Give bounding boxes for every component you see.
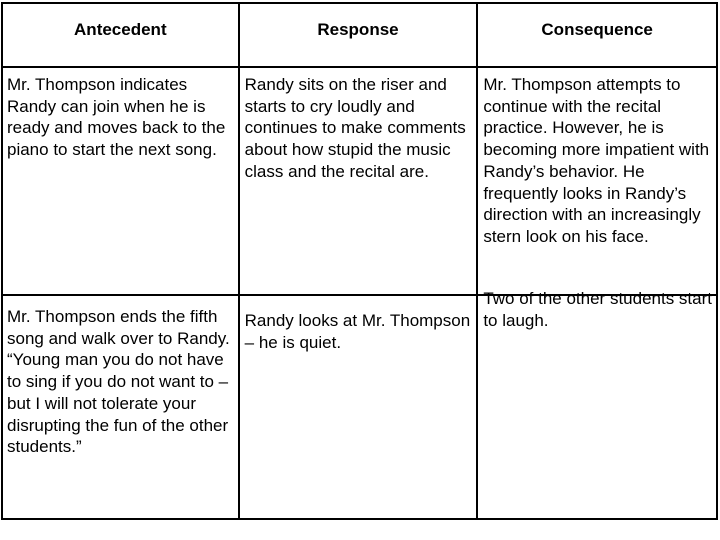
header-consequence-label: Consequence (541, 20, 653, 39)
header-row (2, 3, 717, 67)
table-cell-antecedent (2, 67, 239, 295)
header-response-label: Response (317, 20, 399, 39)
table-cell-response (239, 295, 478, 519)
abc-table (1, 2, 718, 520)
table-cell-response (239, 67, 478, 295)
cell-text: Randy looks at Mr. Thompson – he is quiet. (244, 311, 471, 352)
table-row (2, 295, 717, 519)
cell-text: Mr. Thompson ends the fifth song and walk over to Randy. “Young man you do not have to sing if you do not want to – but I will not tolerate your disrupting the fun of the other students.” (7, 307, 230, 457)
cell-text: Mr. Thompson indicates Randy can join when he is ready and moves back to the piano to start the next song. (7, 75, 226, 160)
table-cell-antecedent (2, 295, 239, 519)
table-cell-consequence (477, 67, 717, 295)
header-antecedent (2, 3, 239, 67)
header-response (239, 3, 478, 67)
table-row (2, 67, 717, 295)
cell-text: Two of the other students start to laugh. (483, 289, 712, 330)
cell-text: Randy sits on the riser and starts to cry loudly and continues to make comments about how stupid the music class and the recital are. (244, 75, 466, 181)
header-antecedent-label: Antecedent (74, 20, 167, 39)
header-consequence (477, 3, 717, 67)
table-cell-consequence (477, 289, 717, 519)
cell-text: Mr. Thompson attempts to continue with the recital practice. However, he is becoming more impatient with Randy’s behavior. He frequently looks in Randy’s direction with an increasingly stern look on his face. (483, 75, 710, 246)
